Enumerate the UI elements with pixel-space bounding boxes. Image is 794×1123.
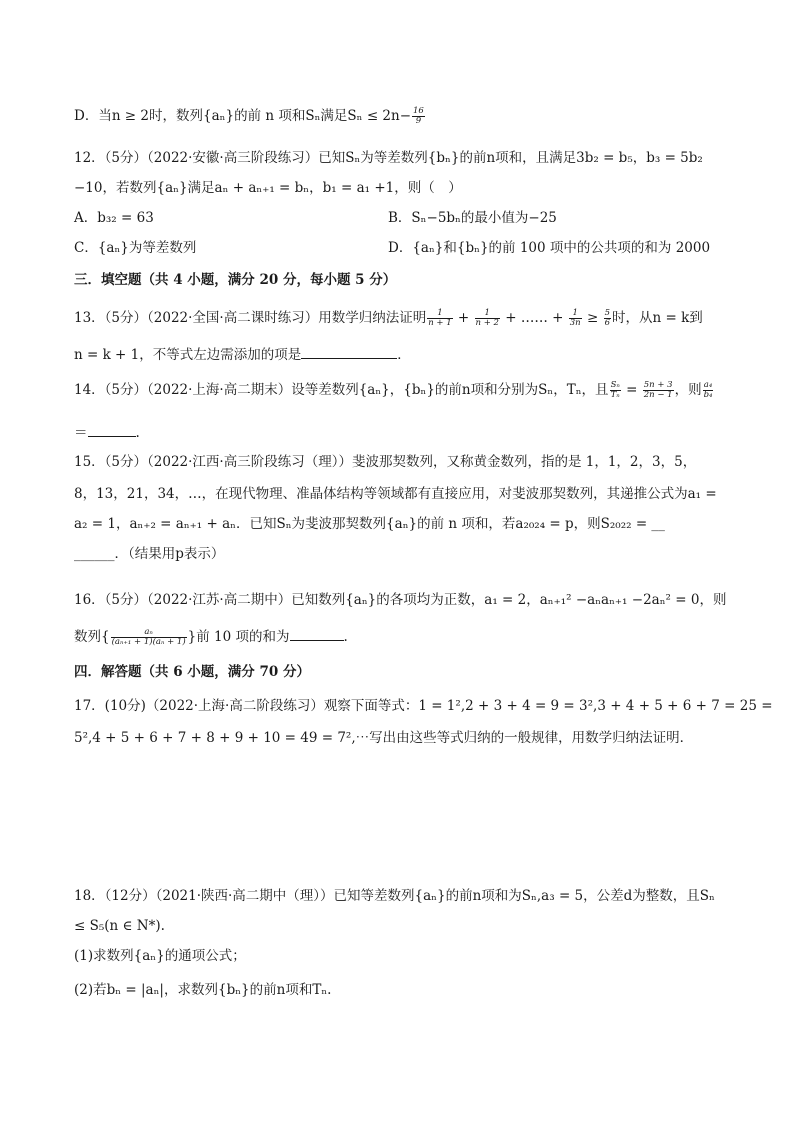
q11-frac-den: 9 (415, 116, 422, 126)
q14-frac-1-den: Tₙ (610, 390, 620, 400)
q14-frac-3-num: a₄ (703, 380, 713, 390)
q14-frac-2-den: 2n − 1 (643, 390, 673, 400)
q13-frac-3-num: 1 (569, 309, 582, 319)
section-4-title: 四．解答题（共 6 小题，满分 70 分） (74, 664, 310, 680)
q18-line2: ≤ S₅(n ∈ N*). (74, 918, 165, 934)
q16-frac-den: (aₙ₊₁ + 1)(aₙ + 1) (111, 637, 186, 647)
q13-line2-end: ． (397, 347, 411, 363)
q16-text-a: 数列{ (74, 629, 110, 645)
q13-frac-2-num: 1 (475, 309, 500, 319)
q12-option-b: B．Sₙ−5bₙ的最小值为−25 (388, 210, 557, 226)
q14-line2-text: ＝ (74, 425, 88, 441)
q13-answer-blank[interactable] (301, 344, 397, 359)
q13-frac-4-num: 5 (604, 308, 610, 318)
q14-line2-end: . (135, 425, 140, 441)
q18-part2: (2)若bₙ = |aₙ|，求数列{bₙ}的前n项和Tₙ. (74, 982, 332, 998)
q13-frac-4-den: 6 (604, 318, 610, 328)
q12-stem-line1: 12．（5分）（2022·安徽·高三阶段练习）已知Sₙ为等差数列{bₙ}的前n项和，且满足3b₂ = b₅，b₃ = 5b₂ (74, 150, 703, 166)
q18-part1: (1)求数列{aₙ}的通项公式； (74, 948, 246, 964)
q16-line1: 16．（5分）（2022·江苏·高二期中）已知数列{aₙ}的各项均为正数，a₁ = 2，aₙ₊₁² −aₙaₙ₊₁ −2aₙ² = 0，则 (74, 592, 727, 608)
q13-plus: + (453, 310, 474, 326)
q13-text-a: 13．（5分）（2022·全国·高二课时练习）用数学归纳法证明 (74, 310, 427, 326)
q16-text-b: }前 10 项的和为 (187, 629, 290, 645)
q11-fraction (412, 107, 425, 126)
q14-then: ，则 (674, 382, 702, 398)
q13-frac-1 (427, 309, 452, 328)
q14-line1 (74, 380, 714, 400)
q15-line1: 15．（5分）（2022·江西·高三阶段练习（理））斐波那契数列，又称黄金数列，指的是 1，1，2，3，5， (74, 454, 697, 470)
q11-option-d (74, 106, 426, 126)
q17-line2: 5²,4 + 5 + 6 + 7 + 8 + 9 + 10 = 49 = 7²,⋯写出由这些等式归纳的一般规律，用数学归纳法证明． (74, 730, 694, 746)
q14-frac-1 (610, 381, 621, 400)
q12-option-c: C．{aₙ}为等差数列 (74, 240, 197, 256)
q12-stem-line2: −10，若数列{aₙ}满足aₙ + aₙ₊₁ = bₙ，b₁ = a₁ +1，则（ ） (74, 180, 462, 196)
q13-line1 (74, 308, 703, 328)
q13-frac-3 (569, 309, 582, 328)
q18-line1: 18．（12分）（2021·陕西·高二期中（理））已知等差数列{aₙ}的前n项和为Sₙ,a₃ = 5，公差d为整数，且Sₙ (74, 888, 715, 904)
q14-eq: = (621, 382, 642, 398)
q15-line3: a₂ = 1，aₙ₊₂ = aₙ₊₁ + aₙ．已知Sₙ为斐波那契数列{aₙ}的前 n 项和，若a₂₀₂₄ = p，则S₂₀₂₂ = __ (74, 516, 665, 532)
q11-option-d-text: D．当n ≥ 2时，数列{aₙ}的前 n 项和Sₙ满足Sₙ ≤ 2n− (74, 108, 412, 124)
q14-line2 (74, 422, 140, 443)
q13-frac-1-num: 1 (427, 309, 452, 319)
q13-frac-1-den: n + 1 (428, 318, 452, 328)
q14-frac-3-den: b₄ (703, 390, 713, 400)
q14-frac-2-num: 5n + 3 (643, 380, 673, 390)
q12-option-d: D．{aₙ}和{bₙ}的前 100 项中的公共项的和为 2000 (388, 240, 711, 256)
q16-answer-blank[interactable] (290, 626, 344, 641)
q14-frac-3 (703, 381, 714, 400)
q14-text-a: 14．（5分）（2022·上海·高二期末）设等差数列{aₙ}，{bₙ}的前n项和分别为Sₙ，Tₙ，且 (74, 382, 609, 398)
q15-line2: 8，13，21，34，…，在现代物理、准晶体结构等领域都有直接应用，对斐波那契数列，其递推公式为a₁ = (74, 486, 717, 502)
q13-line2-text: n = k + 1，不等式左边需添加的项是 (74, 347, 302, 363)
q12-option-a: A．b₃₂ = 63 (74, 210, 154, 226)
q14-answer-blank[interactable] (88, 422, 136, 437)
q17-line1: 17．(10分)（2022·上海·高二阶段练习）观察下面等式：1 = 1²,2 + 3 + 4 = 9 = 3²,3 + 4 + 5 + 6 + 7 = 25 = (74, 698, 773, 714)
q13-line2 (74, 344, 411, 365)
q13-ge: ≥ (582, 310, 603, 326)
q11-frac-num: 16 (413, 106, 424, 116)
q13-ellipsis: + …… + (500, 310, 568, 326)
q16-line2-end: . (343, 629, 348, 645)
q15-line4: ______．（结果用p表示） (74, 546, 225, 562)
q14-frac-2 (643, 381, 674, 400)
q16-fraction (111, 628, 187, 647)
q16-line2 (74, 626, 348, 647)
q13-text-b: 时，从n = k到 (611, 310, 703, 326)
q13-frac-2-den: n + 2 (475, 318, 499, 328)
q13-frac-2 (475, 309, 500, 328)
section-3-title: 三．填空题（共 4 小题，满分 20 分，每小题 5 分） (74, 272, 397, 288)
q13-frac-4 (604, 309, 611, 328)
q14-frac-1-num: Sₙ (610, 380, 620, 390)
q16-frac-num: aₙ (111, 628, 187, 638)
q13-frac-3-den: 3n (569, 318, 581, 328)
